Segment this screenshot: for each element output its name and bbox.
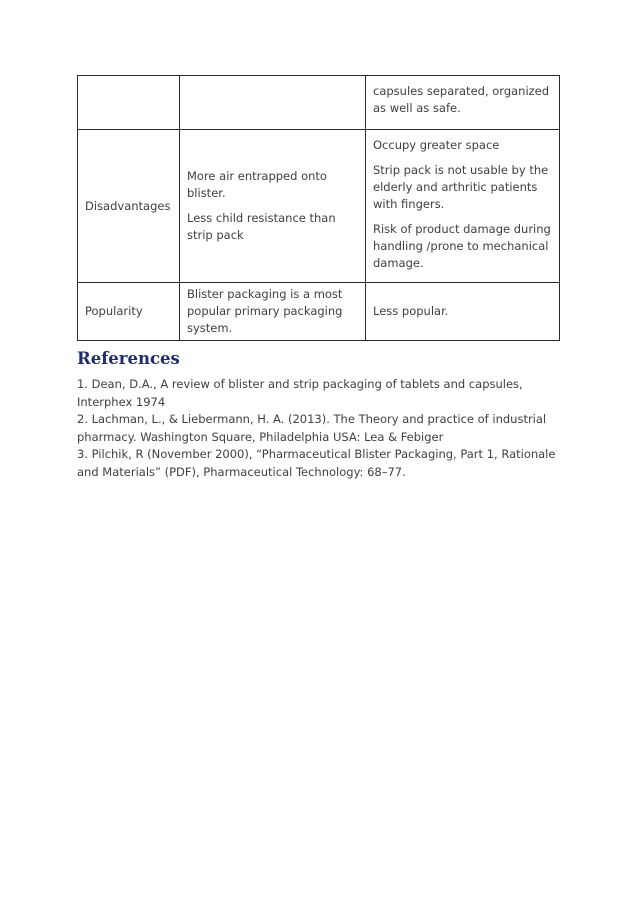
cell-paragraph: Occupy greater space [373, 138, 500, 152]
comparison-table [77, 75, 560, 341]
cell-paragraph: Less child resistance than strip pack [187, 211, 336, 242]
cell-paragraph: More air entrapped onto blister. [187, 169, 327, 200]
table-row [78, 76, 560, 130]
cell-paragraph: Strip pack is not usable by the elderly and arthritic patients with fingers. [373, 163, 549, 211]
reference-item: 1. Dean, D.A., A review of blister and strip packaging of tablets and capsules, Interphex 1974 [77, 377, 523, 409]
blister-popularity-cell: Blister packaging is a most popular primary packaging system. [180, 283, 366, 341]
references-section [77, 348, 557, 481]
reference-item: 2. Lachman, L., & Liebermann, H. A. (2013). The Theory and practice of industrial pharmacy. Washington Square, Philadelphia USA: Lea & Febiger [77, 412, 547, 444]
table-cell [180, 76, 366, 130]
reference-item: 3. Pilchik, R (November 2000), “Pharmaceutical Blister Packaging, Part 1, Rationale and Materials” (PDF), Pharmaceutical Technology: 68–77. [77, 447, 556, 479]
table-row-popularity [78, 283, 560, 341]
table-cell: capsules separated, organized as well as safe. [366, 76, 560, 130]
strip-popularity-cell: Less popular. [366, 283, 560, 341]
references-heading: References [77, 349, 180, 368]
strip-disadvantages-cell [366, 130, 560, 283]
cell-paragraph: Risk of product damage during handling /prone to mechanical damage. [373, 222, 551, 270]
table-row-disadvantages [78, 130, 560, 283]
table-cell [78, 76, 180, 130]
blister-disadvantages-cell [180, 130, 366, 283]
row-label-popularity: Popularity [78, 283, 180, 341]
row-label-disadvantages: Disadvantages [78, 130, 180, 283]
